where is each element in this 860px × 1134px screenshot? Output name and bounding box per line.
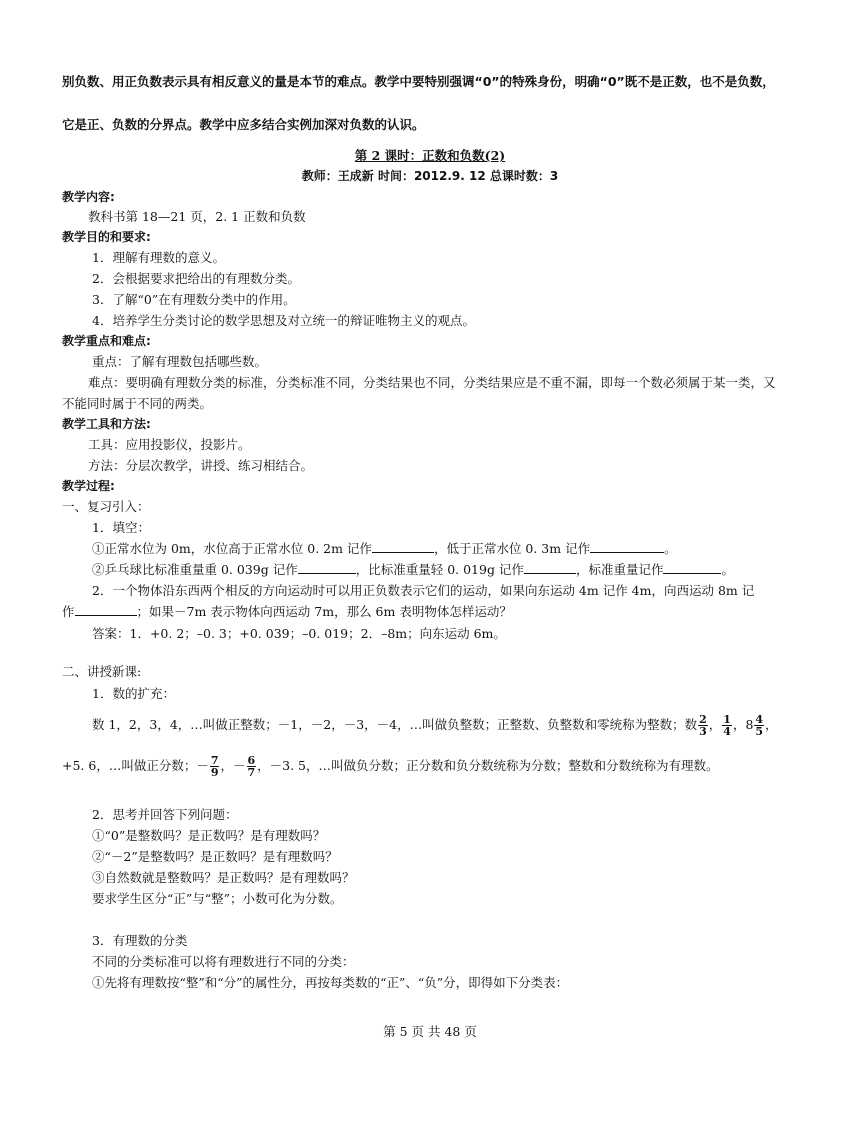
answer-blank[interactable] xyxy=(298,561,356,574)
goals-heading: 教学目的和要求: xyxy=(62,230,151,244)
goal-item: 2．会根据要求把给出的有理数分类。 xyxy=(92,271,300,286)
review-answer: 答案：1．+0. 2；–0. 3；+0. 039；–0. 019；2．–8m；向东运动 6m。 xyxy=(92,626,506,641)
lesson-meta: 教师：王成新 时间：2012.9. 12 总课时数：3 xyxy=(301,169,559,183)
review-q2-c: ，标准重量记作 xyxy=(575,562,664,577)
fraction xyxy=(722,714,732,737)
review-q3-b: 作 xyxy=(62,604,75,619)
fraction-numerator: 2 xyxy=(699,713,707,726)
new-p1-text: 数 1，2，3，4，…叫做正整数；－1，－2，－3，－4，…叫做负整数；正整数、负整数和零统称为整数；数 xyxy=(92,717,698,732)
fraction-denominator: 7 xyxy=(247,766,256,779)
review-q2 xyxy=(92,561,734,579)
review-q2-a: ②乒乓球比标准重量重 0. 039g 记作 xyxy=(92,562,298,577)
key-difficulty-2: 不能同时属于不同的两类。 xyxy=(62,396,213,411)
separator: ， xyxy=(708,717,722,732)
fraction xyxy=(754,714,764,737)
fraction-numerator: 4 xyxy=(755,713,764,726)
think-question: ①“0”是整数吗？是正数吗？是有理数吗？ xyxy=(92,828,326,843)
new-p1 xyxy=(92,711,778,739)
content-text: 教科书第 18—21 页，2. 1 正数和负数 xyxy=(88,209,306,224)
review-title: 一、复习引入： xyxy=(62,499,150,514)
tools-tool: 工具：应用投影仪，投影片。 xyxy=(88,437,251,452)
process-heading: 教学过程: xyxy=(62,479,115,493)
new-classify: 3．有理数的分类 xyxy=(92,933,188,948)
fraction-numerator: 7 xyxy=(210,754,219,767)
review-q3-line2 xyxy=(62,603,512,621)
review-q2-b: ，比标准重量轻 0. 019g 记作 xyxy=(355,562,524,577)
key-difficulty-1: 难点：要明确有理数分类的标准，分类标准不同，分类结果也不同，分类结果应是不重不漏，即每一个数必须属于某一类，又 xyxy=(88,375,776,390)
review-q1-c: 。 xyxy=(664,541,677,556)
content-heading: 教学内容: xyxy=(62,190,115,204)
review-q3-line1: 2．一个物体沿东西两个相反的方向运动时可以用正负数表示它们的运动，如果向东运动 4m 记作 4m，向西运动 8m 记 xyxy=(92,583,755,598)
review-q1-b: ，低于正常水位 0. 3m 记作 xyxy=(433,541,591,556)
fraction-denominator: 3 xyxy=(699,725,707,738)
fraction-denominator: 5 xyxy=(755,725,764,738)
review-q1-a: ①正常水位为 0m，水位高于正常水位 0. 2m 记作 xyxy=(92,541,372,556)
think-note: 要求学生区分“正”与“整”；小数可化为分数。 xyxy=(92,891,343,906)
fraction-numerator: 6 xyxy=(247,754,256,767)
fraction-numerator: 1 xyxy=(723,713,731,726)
new-p2-b: ，－ xyxy=(220,758,246,773)
think-question: ③自然数就是整数吗？是正数吗？是有理数吗？ xyxy=(92,870,355,885)
lesson-title xyxy=(0,147,860,165)
fraction xyxy=(698,714,708,737)
classify-line: ①先将有理数按“整”和“分”的属性分，再按每类数的“正”、“负”分，即得如下分类表： xyxy=(92,975,569,990)
new-p2-c: ，－3. 5，…叫做负分数；正分数和负分数统称为分数；整数和分数统称为有理数。 xyxy=(257,758,719,773)
answer-blank[interactable] xyxy=(524,561,576,574)
new-title: 二、讲授新课: xyxy=(62,664,142,679)
goal-item: 3．了解“0”在有理数分类中的作用。 xyxy=(92,292,296,307)
fraction-denominator: 4 xyxy=(723,725,731,738)
new-p2-a: +5. 6，…叫做正分数；－ xyxy=(62,758,209,773)
fraction-denominator: 9 xyxy=(210,766,219,779)
answer-blank[interactable] xyxy=(75,603,137,616)
key-focus: 重点：了解有理数包括哪些数。 xyxy=(92,354,268,369)
answer-blank[interactable] xyxy=(663,561,721,574)
answer-blank[interactable] xyxy=(372,540,434,553)
review-fill: 1．填空： xyxy=(92,520,150,535)
review-q1 xyxy=(92,540,677,558)
fraction xyxy=(210,755,220,778)
tools-heading: 教学工具和方法: xyxy=(62,417,151,431)
tools-method: 方法：分层次教学，讲授、练习相结合。 xyxy=(88,458,314,473)
answer-blank[interactable] xyxy=(590,540,664,553)
separator: ，8 xyxy=(732,717,754,732)
goal-item: 4．培养学生分类讨论的数学思想及对立统一的辩证唯物主义的观点。 xyxy=(92,313,475,328)
review-q3-c: ；如果－7m 表示物体向西运动 7m，那么 6m 表明物体怎样运动？ xyxy=(136,604,512,619)
fraction xyxy=(247,755,257,778)
new-expand: 1．数的扩充： xyxy=(92,686,175,701)
key-heading: 教学重点和难点: xyxy=(62,334,151,348)
new-think: 2．思考并回答下列问题： xyxy=(92,807,238,822)
review-q2-d: 。 xyxy=(721,562,734,577)
classify-line: 不同的分类标准可以将有理数进行不同的分类： xyxy=(92,954,355,969)
new-p2 xyxy=(62,752,719,780)
page-footer: 第 5 页 共 48 页 xyxy=(383,1024,477,1039)
lesson-title-text: 第 2 课时：正数和负数(2) xyxy=(354,148,506,163)
separator: ， xyxy=(765,717,778,732)
intro-line-1: 别负数、用正负数表示具有相反意义的量是本节的难点。教学中要特别强调“0”的特殊身份，明确“0”既不是正数，也不是负数， xyxy=(62,74,775,89)
goal-item: 1．理解有理数的意义。 xyxy=(92,250,225,265)
think-question: ②“－2”是整数吗？是正数吗？是有理数吗？ xyxy=(92,849,338,864)
intro-line-2: 它是正、负数的分界点。教学中应多结合实例加深对负数的认识。 xyxy=(62,117,425,132)
